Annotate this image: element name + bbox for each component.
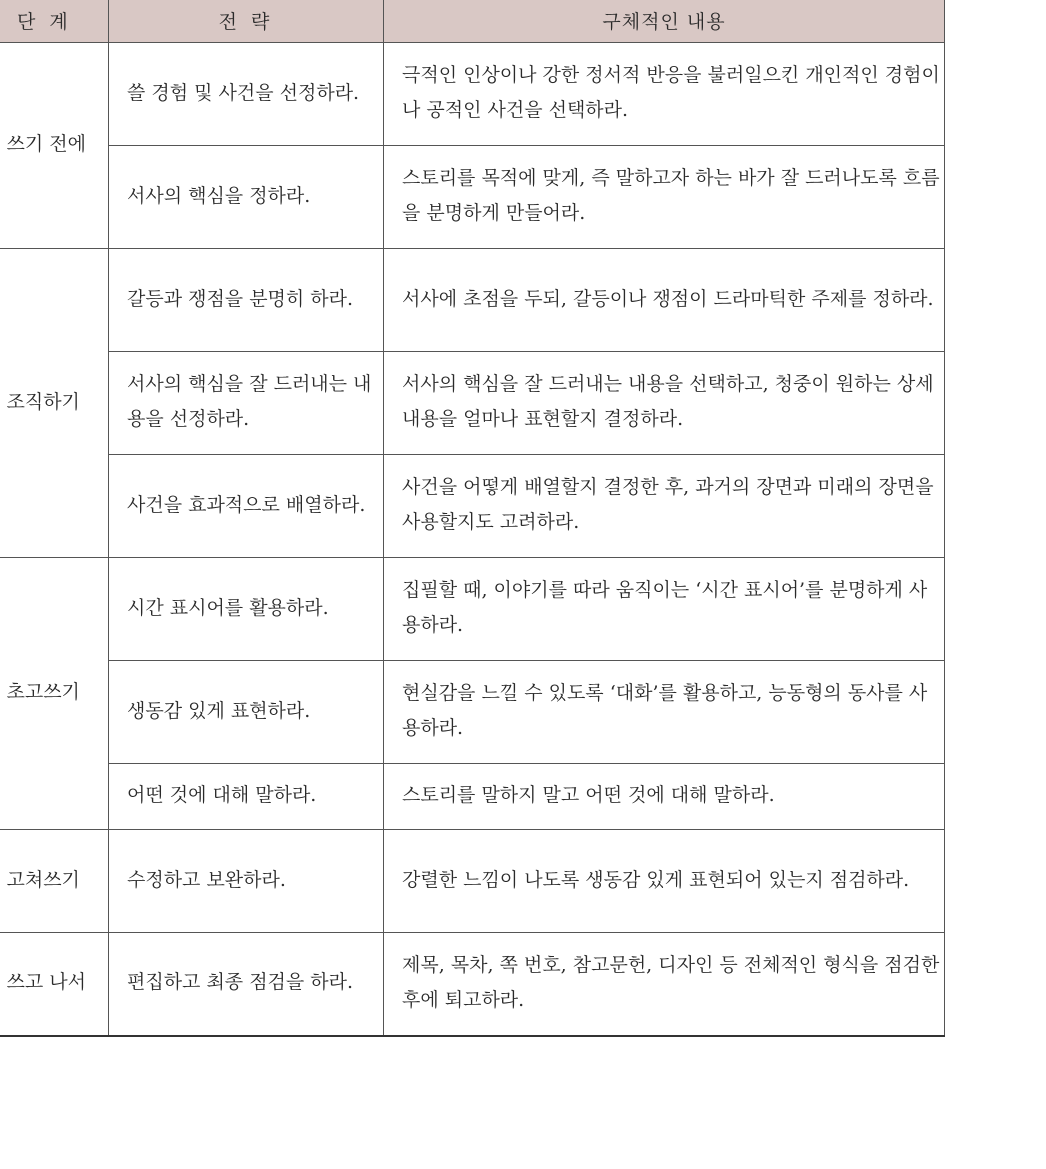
stage-cell: 조직하기 <box>0 249 109 558</box>
table-row <box>0 146 945 249</box>
table-row <box>0 558 945 661</box>
strategy-cell: 시간 표시어를 활용하라. <box>109 558 384 661</box>
detail-cell: 스토리를 말하지 말고 어떤 것에 대해 말하라. <box>384 764 945 830</box>
strategy-cell: 갈등과 쟁점을 분명히 하라. <box>109 249 384 352</box>
detail-cell: 제목, 목차, 쪽 번호, 참고문헌, 디자인 등 전체적인 형식을 점검한 후에 퇴고하라. <box>384 933 945 1036</box>
table-row <box>0 764 945 830</box>
table-row <box>0 830 945 933</box>
stage-cell: 초고쓰기 <box>0 558 109 830</box>
strategy-cell: 생동감 있게 표현하라. <box>109 661 384 764</box>
strategy-cell: 편집하고 최종 점검을 하라. <box>109 933 384 1036</box>
table-row <box>0 352 945 455</box>
detail-cell: 현실감을 느낄 수 있도록 ‘대화’를 활용하고, 능동형의 동사를 사용하라. <box>384 661 945 764</box>
detail-cell: 사건을 어떻게 배열할지 결정한 후, 과거의 장면과 미래의 장면을 사용할지도 고려하라. <box>384 455 945 558</box>
detail-cell: 극적인 인상이나 강한 정서적 반응을 불러일으킨 개인적인 경험이나 공적인 사건을 선택하라. <box>384 43 945 146</box>
stage-cell: 고쳐쓰기 <box>0 830 109 933</box>
stage-cell: 쓰고 나서 <box>0 933 109 1036</box>
table-row <box>0 249 945 352</box>
table-header <box>0 0 945 43</box>
header-stage: 단 계 <box>0 0 109 43</box>
strategy-cell: 서사의 핵심을 정하라. <box>109 146 384 249</box>
detail-cell: 서사에 초점을 두되, 갈등이나 쟁점이 드라마틱한 주제를 정하라. <box>384 249 945 352</box>
table-row <box>0 455 945 558</box>
strategy-cell: 어떤 것에 대해 말하라. <box>109 764 384 830</box>
table-row <box>0 43 945 146</box>
strategy-cell: 사건을 효과적으로 배열하라. <box>109 455 384 558</box>
header-details: 구체적인 내용 <box>384 0 945 43</box>
stage-cell: 쓰기 전에 <box>0 43 109 249</box>
detail-cell: 집필할 때, 이야기를 따라 움직이는 ‘시간 표시어’를 분명하게 사용하라. <box>384 558 945 661</box>
strategy-cell: 수정하고 보완하라. <box>109 830 384 933</box>
header-strategy: 전 략 <box>109 0 384 43</box>
strategy-cell: 쓸 경험 및 사건을 선정하라. <box>109 43 384 146</box>
strategy-cell: 서사의 핵심을 잘 드러내는 내용을 선정하라. <box>109 352 384 455</box>
detail-cell: 스토리를 목적에 맞게, 즉 말하고자 하는 바가 잘 드러나도록 흐름을 분명하게 만들어라. <box>384 146 945 249</box>
table-row <box>0 661 945 764</box>
detail-cell: 서사의 핵심을 잘 드러내는 내용을 선택하고, 청중이 원하는 상세 내용을 얼마나 표현할지 결정하라. <box>384 352 945 455</box>
detail-cell: 강렬한 느낌이 나도록 생동감 있게 표현되어 있는지 점검하라. <box>384 830 945 933</box>
table-row <box>0 933 945 1036</box>
